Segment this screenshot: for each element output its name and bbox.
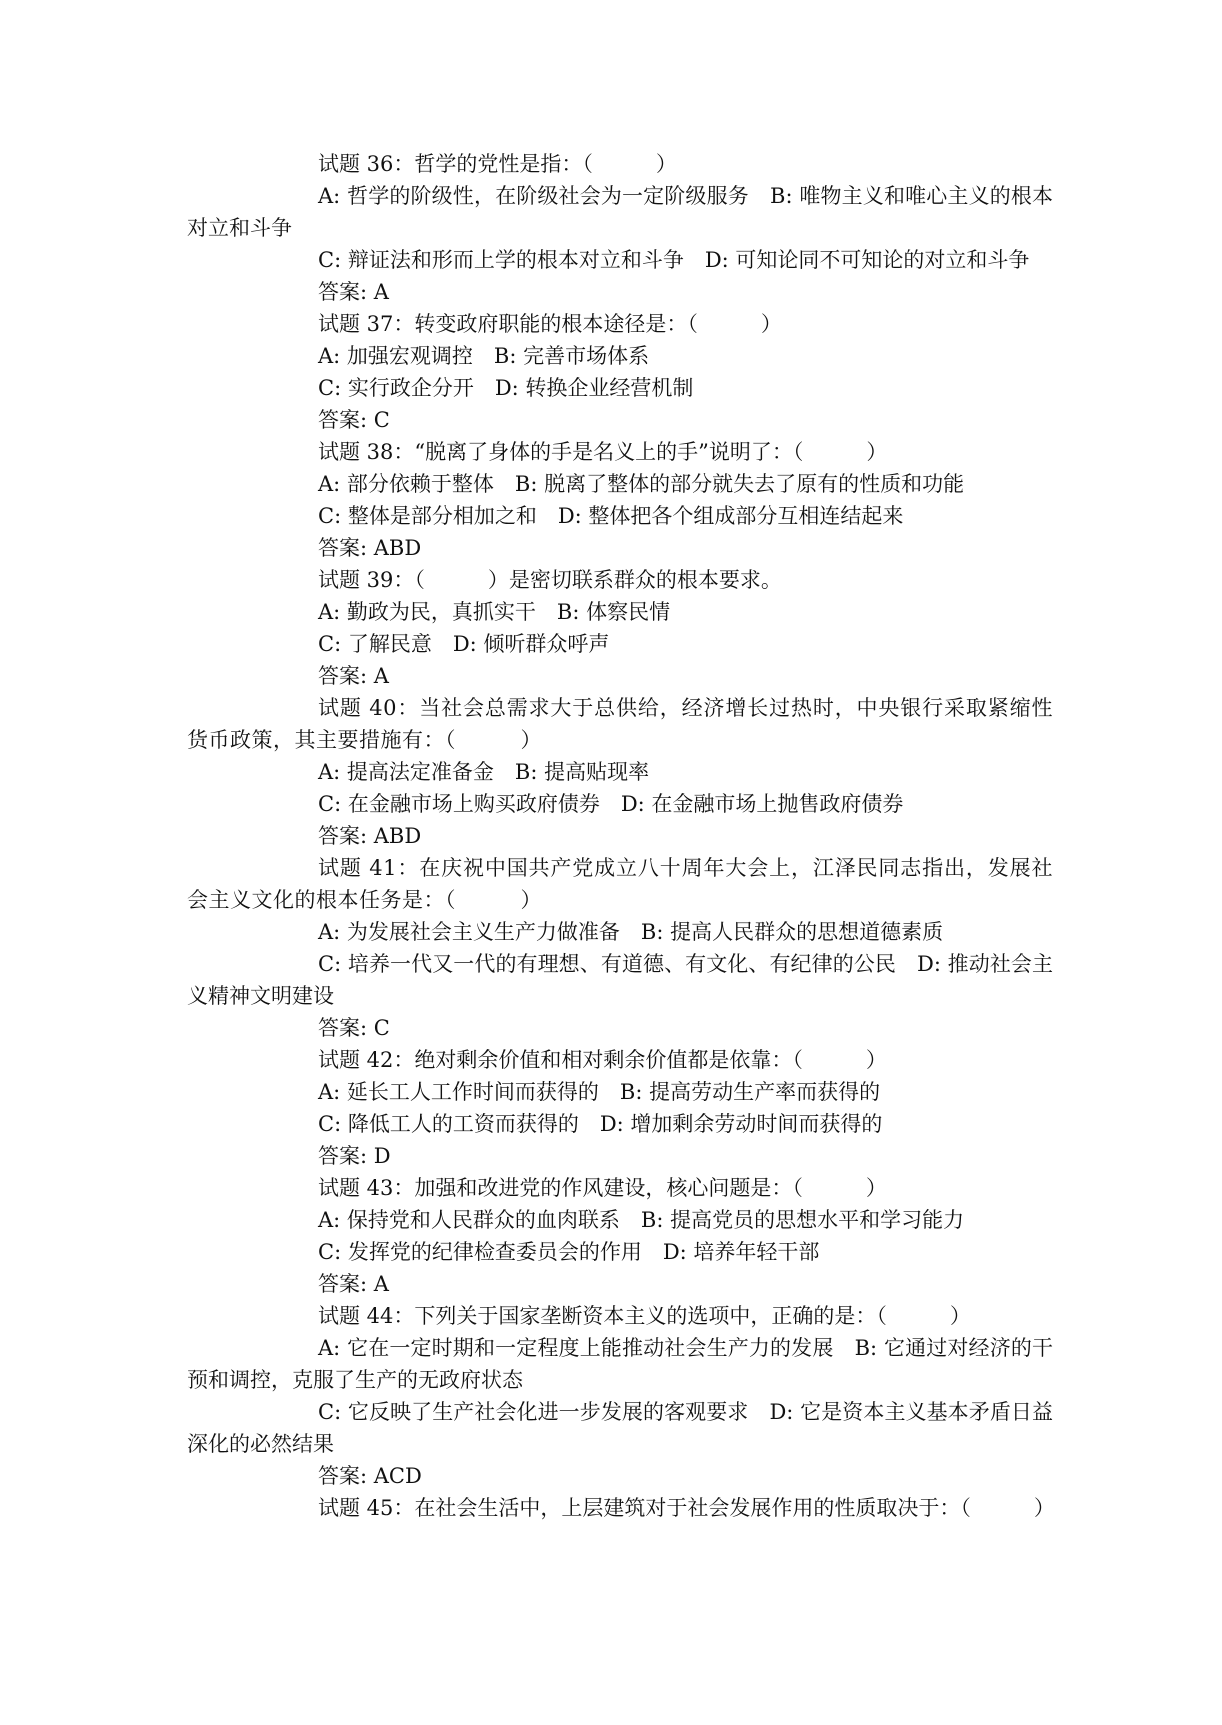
q44-question: 试题 44：下列关于国家垄断资本主义的选项中，正确的是：（ ） [318, 1304, 971, 1328]
q41-options-cd: C: 培养一代又一代的有理想、有道德、有文化、有纪律的公民 D: 推动社会主义精神文明建设 [187, 952, 1053, 1008]
q40-options-ab: A: 提高法定准备金 B: 提高贴现率 [318, 760, 650, 784]
exam-questions-text [187, 148, 1053, 1524]
q41-answer: 答案: C [318, 1016, 390, 1040]
q42-question: 试题 42：绝对剩余价值和相对剩余价值都是依靠：（ ） [318, 1048, 887, 1072]
q39-options-ab: A: 勤政为民，真抓实干 B: 体察民情 [318, 600, 671, 624]
q45-question: 试题 45：在社会生活中，上层建筑对于社会发展作用的性质取决于：（ ） [318, 1496, 1055, 1520]
q38-options-ab: A: 部分依赖于整体 B: 脱离了整体的部分就失去了原有的性质和功能 [318, 472, 965, 496]
q40-question: 试题 40：当社会总需求大于总供给，经济增长过热时，中央银行采取紧缩性货币政策，其主要措施有：（ ） [187, 696, 1053, 752]
q42-options-ab: A: 延长工人工作时间而获得的 B: 提高劳动生产率而获得的 [318, 1080, 881, 1104]
q38-question: 试题 38：“脱离了身体的手是名义上的手”说明了：（ ） [318, 440, 888, 464]
q40-answer: 答案: ABD [318, 824, 422, 848]
q42-options-cd: C: 降低工人的工资而获得的 D: 增加剩余劳动时间而获得的 [318, 1112, 883, 1136]
q43-options-cd: C: 发挥党的纪律检查委员会的作用 D: 培养年轻干部 [318, 1240, 820, 1264]
q44-answer: 答案: ACD [318, 1464, 422, 1488]
q39-question: 试题 39：（ ）是密切联系群众的根本要求。 [318, 568, 782, 592]
q43-question: 试题 43：加强和改进党的作风建设，核心问题是：（ ） [318, 1176, 887, 1200]
q44-options-ab: A: 它在一定时期和一定程度上能推动社会生产力的发展 B: 它通过对经济的干预和调控，克服了生产的无政府状态 [187, 1336, 1053, 1392]
q36-options-cd: C: 辩证法和形而上学的根本对立和斗争 D: 可知论同不可知论的对立和斗争 [318, 248, 1030, 272]
q37-question: 试题 37：转变政府职能的根本途径是：（ ） [318, 312, 782, 336]
q37-answer: 答案: C [318, 408, 390, 432]
q41-options-ab: A: 为发展社会主义生产力做准备 B: 提高人民群众的思想道德素质 [318, 920, 944, 944]
q44-options-cd: C: 它反映了生产社会化进一步发展的客观要求 D: 它是资本主义基本矛盾日益深化的必然结果 [187, 1400, 1053, 1456]
q43-options-ab: A: 保持党和人民群众的血肉联系 B: 提高党员的思想水平和学习能力 [318, 1208, 965, 1232]
q39-answer: 答案: A [318, 664, 389, 688]
q41-question: 试题 41：在庆祝中国共产党成立八十周年大会上，江泽民同志指出，发展社会主义文化的根本任务是：（ ） [187, 856, 1053, 912]
q39-options-cd: C: 了解民意 D: 倾听群众呼声 [318, 632, 610, 656]
q38-options-cd: C: 整体是部分相加之和 D: 整体把各个组成部分互相连结起来 [318, 504, 904, 528]
q36-answer: 答案: A [318, 280, 389, 304]
q36-question: 试题 36：哲学的党性是指：（ ） [318, 152, 677, 176]
q37-options-ab: A: 加强宏观调控 B: 完善市场体系 [318, 344, 650, 368]
q38-answer: 答案: ABD [318, 536, 422, 560]
q40-options-cd: C: 在金融市场上购买政府债券 D: 在金融市场上抛售政府债券 [318, 792, 904, 816]
q37-options-cd: C: 实行政企分开 D: 转换企业经营机制 [318, 376, 694, 400]
q42-answer: 答案: D [318, 1144, 391, 1168]
q43-answer: 答案: A [318, 1272, 389, 1296]
q36-options-ab: A: 哲学的阶级性，在阶级社会为一定阶级服务 B: 唯物主义和唯心主义的根本对立和斗争 [187, 184, 1053, 240]
